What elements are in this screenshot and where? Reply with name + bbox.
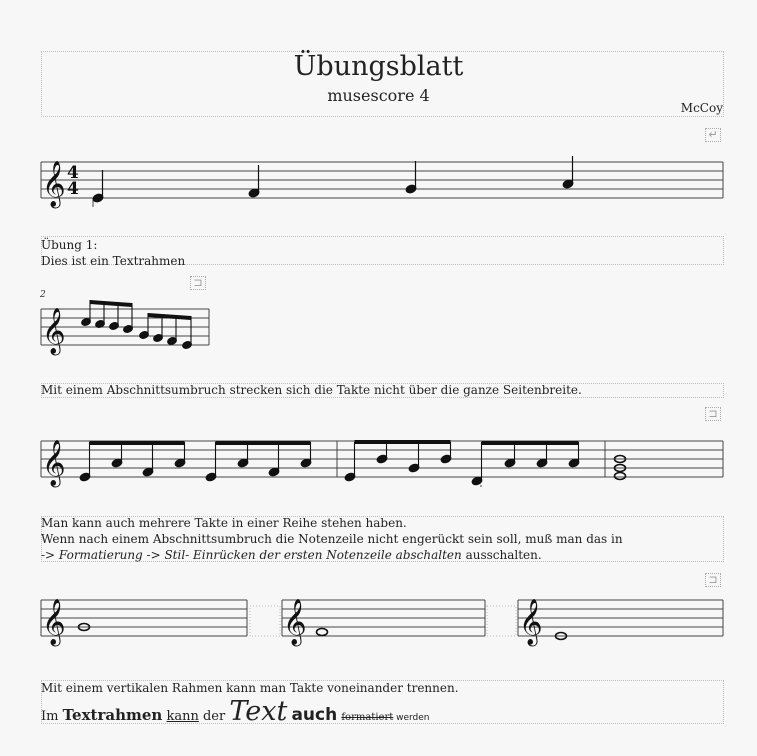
- score-subtitle[interactable]: musescore 4: [327, 86, 430, 105]
- score-title[interactable]: Übungsblatt: [293, 51, 464, 82]
- section-break-icon[interactable]: ⊐: [705, 407, 721, 421]
- text-frame-1-line1: Übung 1:: [41, 238, 98, 252]
- section-break-icon[interactable]: ⊐: [705, 573, 721, 587]
- treble-clef-icon: 𝄞: [42, 308, 66, 354]
- whole-note: [317, 629, 328, 636]
- word-der: der: [198, 709, 230, 724]
- text-frame-4-line1: Mit einem vertikalen Rahmen kann man Takte voneinander trennen.: [41, 681, 459, 695]
- measure-number: 2: [40, 290, 46, 300]
- word-auch-bold-sans: auch: [291, 705, 338, 725]
- vertical-frame: [487, 606, 516, 636]
- treble-clef-icon: 𝄞: [42, 440, 66, 486]
- word-werden-small: werden: [393, 713, 430, 723]
- text-frame-1-line2: Dies ist ein Textrahmen: [41, 254, 186, 268]
- word-formatiert-strikethrough: formatiert: [341, 712, 394, 723]
- word-textrahmen-bold: Textrahmen: [62, 706, 163, 724]
- treble-clef-icon: 𝄞: [42, 161, 66, 207]
- treble-clef-icon: 𝄞: [519, 599, 543, 645]
- section-break-icon[interactable]: ⊐: [190, 276, 206, 290]
- text-frame-3-italic: -> Formatierung -> Stil- Einrücken der ersten Notenzeile abschalten: [41, 548, 462, 562]
- treble-clef-icon: 𝄞: [283, 599, 307, 645]
- time-signature-bottom: 4: [67, 179, 79, 199]
- word-text-italic-large: Text: [229, 696, 288, 727]
- text-frame-2-line1: Mit einem Abschnittsumbruch strecken sich die Takte nicht über die ganze Seitenbreite.: [41, 383, 582, 397]
- treble-clef-icon: 𝄞: [42, 599, 66, 645]
- text-frame-4-formatted-line: [41, 697, 430, 733]
- vertical-frame: [250, 606, 280, 636]
- score-composer[interactable]: McCoy: [680, 101, 723, 115]
- text-frame-3-line2: Wenn nach einem Abschnittsumbruch die Notenzeile nicht engerückt sein soll, muß man das in: [41, 532, 623, 546]
- time-signature-top: 4: [67, 163, 79, 183]
- text-frame-3-rest: ausschalten.: [461, 548, 542, 562]
- text-frame-3-line1: Man kann auch mehrere Takte in einer Reihe stehen haben.: [41, 516, 407, 530]
- line-break-icon[interactable]: ↵: [705, 128, 721, 142]
- word-im: Im: [41, 709, 63, 724]
- word-kann-underlined: kann: [166, 709, 199, 724]
